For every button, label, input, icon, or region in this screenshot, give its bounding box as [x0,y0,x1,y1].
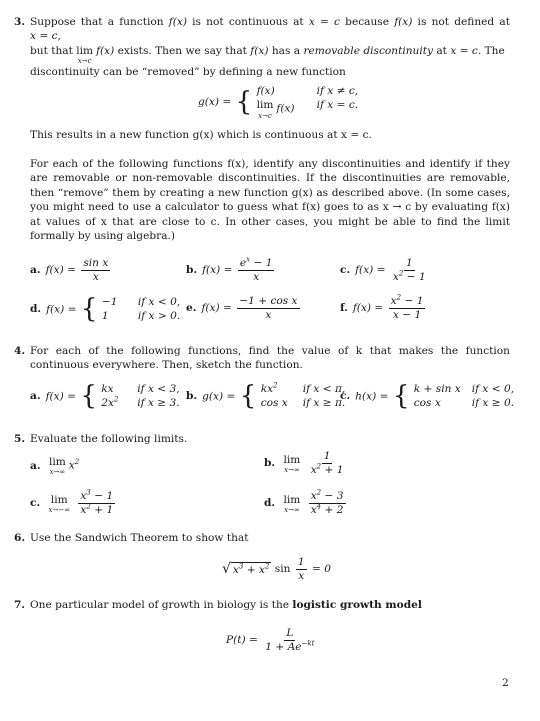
problem-4c: c. h(x) = { k + sin x if x < 0, cos x if x ≥ 0. [340,381,515,412]
problem-4a: a. f(x) = { kx if x < 3, $2x^2$ if x ≥ 3. [30,381,180,412]
page-number: 2 [502,677,509,689]
problem-5-text: Evaluate the following limits. [30,433,188,445]
problem-5d: d. lim x→∞ $\frac{x^2 - 3}{x^4 + 2}$ [264,488,344,516]
problem-3e: e. f(x) = $\frac{\text{−1 + cos x}}{x}$ [186,295,298,321]
problem-7-text: One particular model of growth in biology is the logistic growth model [30,599,422,611]
problem-5c: c. lim x→−∞ $\frac{x^3 - 1}{x^2 + 1}$ [30,488,114,516]
problem-3c: c. f(x) = $\frac{1}{x^2 - 1}$ [340,257,426,283]
problem-3-intro: Suppose that a function f(x) is not continuous at x = c because f(x) is not defined at x = c, but that lim x→c f(x) exists. Then we say that f(x) has a removable discontinuity at x = c. The discontinuity can be “removed” by defining a new function [30,16,510,79]
g-definition: g(x) = { f(x) if x ≠ c, lim x→c f(x) if x = c. [198,85,359,120]
problem-5a: a. lim x→∞ $x^2$ [30,456,80,477]
removable-discontinuity-term: removable discontinuity [303,44,433,57]
problem-7-number: 7. [14,599,26,611]
problem-3-instructions: For each of the following functions f(x), identify any discontinuities and identify if they are removable or non-removable discontinuities. If the discontinuities are removable, then “remove” them by creating a new function g(x) as described above. (In some cases, you might need to use a calculator to guess what f(x) goes to as x → c by evaluating f(x) at values of x that are close to c. In other cases, you might be able to find the limit formally by using algebra.) [30,158,510,243]
problem-4-number: 4. [14,345,26,357]
problem-3b: b. f(x) = $\frac{e^x - 1}{x}$ [186,255,273,283]
result-text: This results in a new function g(x) which is continuous at x = c. [30,129,372,141]
problem-3d: d. f(x) = { −1 if x < 0, 1 if x > 0. [30,294,181,325]
problem-3a: a. f(x) = $\frac{\text{sin x}}{x}$ [30,257,109,283]
problem-3-number: 3. [14,16,26,28]
sandwich-equation: √ $x^3 + x^2$ sin $\frac{1}{x}$ = 0 [222,556,331,582]
logistic-growth-model-term: logistic growth model [292,599,422,611]
problem-4-text: For each of the following functions, find the value of k that makes the function continuous everywhere. Then, sketch the function. [30,345,510,372]
problem-5-number: 5. [14,433,26,445]
logistic-equation: P(t) = $\frac{L}{1 + Ae^{-kt}}$ [226,627,315,653]
problem-4b: b. g(x) = { $kx^2$ if x < π, cos x if x ≥ π. [186,381,346,412]
problem-6-text: Use the Sandwich Theorem to show that [30,532,249,544]
problem-6-number: 6. [14,532,26,544]
problem-5b: b. lim x→∞ $\frac{1}{x^2 + 1}$ [264,450,344,476]
problem-3f: f. f(x) = $\frac{x^2 - 1}{x - 1}$ [340,293,424,321]
